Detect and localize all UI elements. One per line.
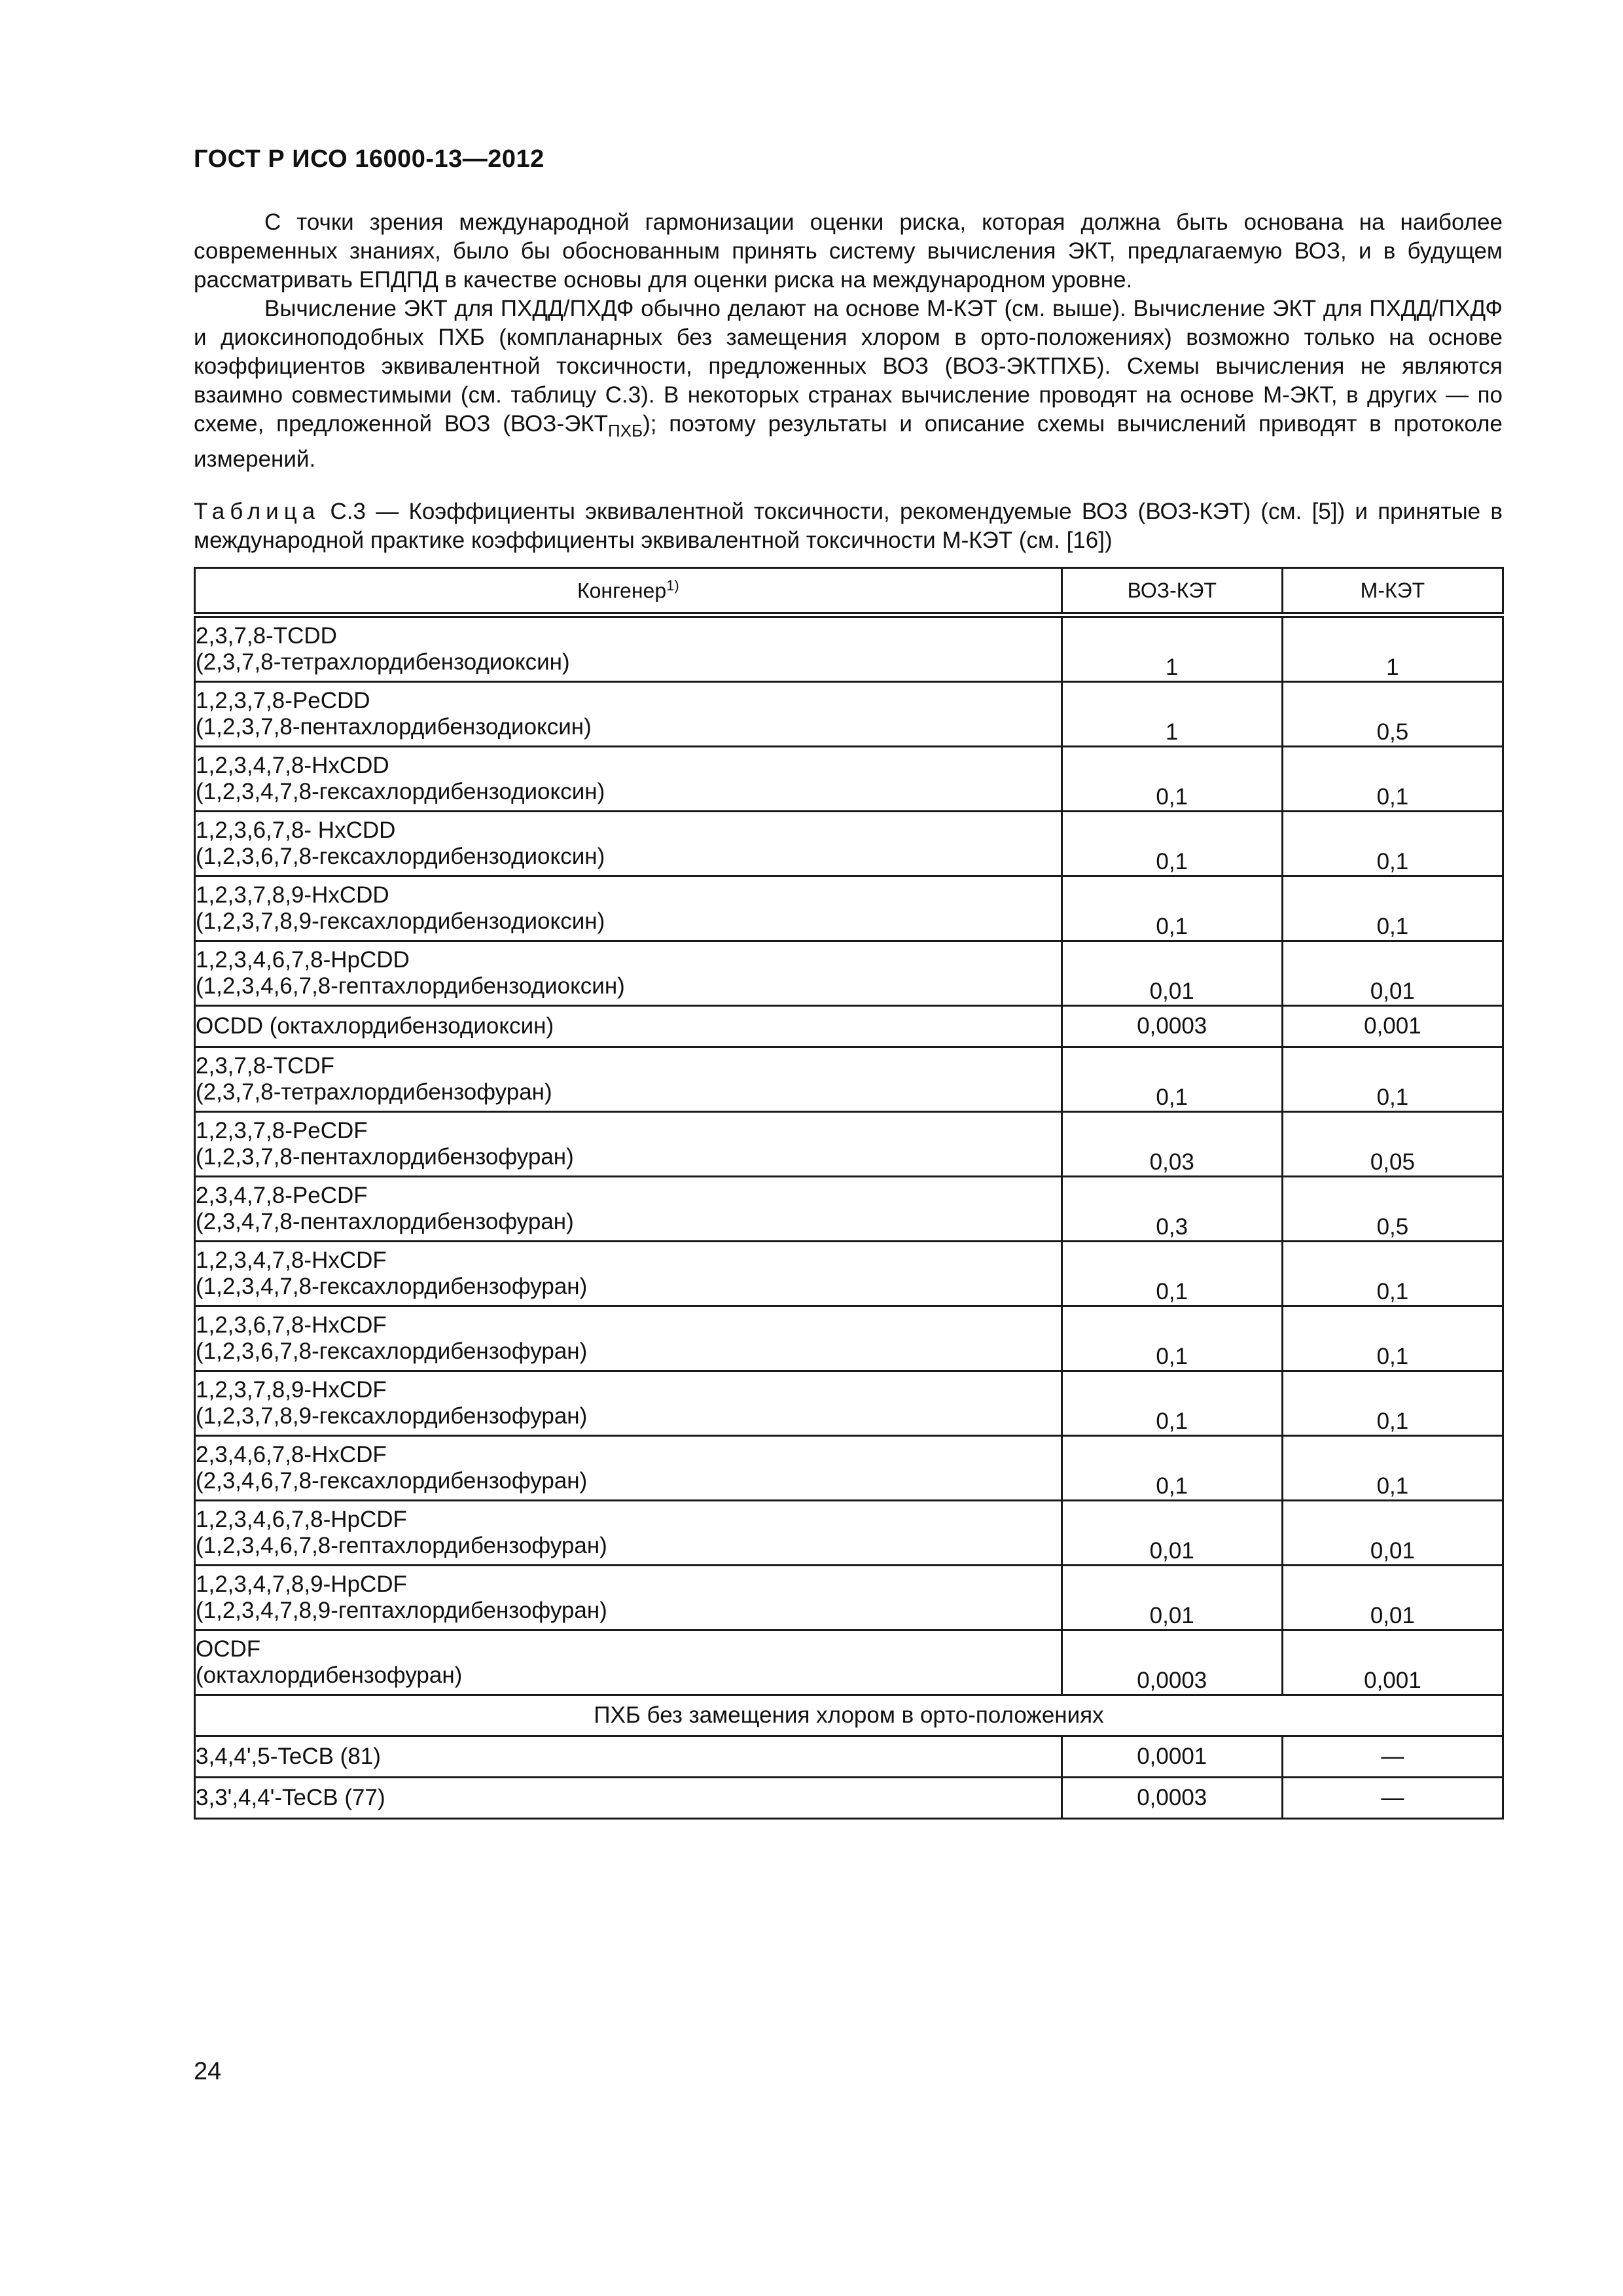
m-tef-value: 0,1 — [1282, 876, 1503, 941]
table-row — [195, 1242, 1503, 1306]
congener-code: 1,2,3,7,8,9-HxCDD — [196, 882, 389, 908]
m-tef-value: 0,1 — [1282, 1371, 1503, 1436]
who-tef-value: 0,1 — [1061, 747, 1282, 812]
congener-cell — [195, 1371, 1062, 1436]
congener-full-name: (1,2,3,6,7,8-гексахлордибензофуран) — [196, 1338, 588, 1364]
who-tef-value: 0,3 — [1061, 1177, 1282, 1242]
intro-p2-subscript: ПХБ — [608, 421, 643, 440]
intro-p2-end: ); поэтому результаты и описание схемы вычислений приводят в протоколе измерений. — [194, 411, 1503, 472]
congener-cell — [195, 1242, 1062, 1306]
table-row — [195, 1736, 1503, 1778]
header-m-tef: М-КЭТ — [1282, 568, 1503, 615]
congener-code: 2,3,4,7,8-PeCDF — [196, 1183, 368, 1208]
congener-cell — [195, 1006, 1062, 1047]
congener-full-name: (1,2,3,6,7,8-гексахлордибензодиоксин) — [196, 844, 605, 869]
table-caption — [194, 497, 1503, 555]
congener-cell — [195, 941, 1062, 1006]
section-heading: ПХБ без замещения хлором в орто-положениях — [195, 1695, 1503, 1736]
table-row — [195, 1177, 1503, 1242]
table-row — [195, 1566, 1503, 1630]
congener-full-name: (2,3,4,7,8-пентахлордибензофуран) — [196, 1209, 574, 1234]
m-tef-value: 0,05 — [1282, 1112, 1503, 1177]
m-tef-value: 0,001 — [1282, 1006, 1503, 1047]
m-tef-value: 0,1 — [1282, 1436, 1503, 1501]
congener-code: 1,2,3,4,7,8-HxCDF — [196, 1247, 387, 1273]
who-tef-value: 0,1 — [1061, 1047, 1282, 1112]
congener-cell — [195, 1566, 1062, 1630]
table-row — [195, 1501, 1503, 1566]
congener-full-name: (2,3,7,8-тетрахлордибензодиоксин) — [196, 649, 570, 675]
who-tef-value: 0,01 — [1061, 941, 1282, 1006]
who-tef-value: 0,03 — [1061, 1112, 1282, 1177]
congener-code: OCDF — [196, 1636, 261, 1662]
congener-full-name: (октахлордибензофуран) — [196, 1662, 463, 1688]
m-tef-value: 0,5 — [1282, 682, 1503, 747]
congener-code: 1,2,3,7,8,9-HxCDF — [196, 1377, 387, 1403]
congener-full-name: (1,2,3,4,7,8,9-гептахлордибензофуран) — [196, 1598, 607, 1623]
table-header-row — [195, 568, 1503, 615]
m-tef-value: 0,01 — [1282, 1566, 1503, 1630]
congener-full-name: (1,2,3,7,8-пентахлордибензодиоксин) — [196, 714, 592, 740]
table-row — [195, 876, 1503, 941]
m-tef-value: 0,01 — [1282, 941, 1503, 1006]
table-row — [195, 1371, 1503, 1436]
who-tef-value: 1 — [1061, 615, 1282, 682]
congener-code: OCDD (октахлордибензодиоксин) — [196, 1013, 554, 1039]
m-tef-value: 0,1 — [1282, 812, 1503, 876]
header-congener — [195, 568, 1062, 615]
who-tef-value: 0,01 — [1061, 1501, 1282, 1566]
table-row — [195, 1306, 1503, 1371]
intro-paragraph-1: С точки зрения международной гармонизации оценки риска, которая должна быть основана на наиболее современных знаниях, было бы обоснованным принять систему вычисления ЭКТ, предлагаемую ВОЗ, и в будущем рассматривать ЕПДПД в качестве основы для оценки риска на международном уровне. — [194, 209, 1503, 293]
congener-cell — [195, 747, 1062, 812]
congener-full-name: (1,2,3,4,7,8-гексахлордибензофуран) — [196, 1274, 588, 1299]
congener-code: 1,2,3,4,6,7,8-HpCDF — [196, 1507, 407, 1532]
intro-paragraph-2 — [194, 295, 1503, 474]
congener-full-name: (2,3,7,8-тетрахлордибензофуран) — [196, 1079, 552, 1105]
who-tef-value: 0,0001 — [1061, 1736, 1282, 1778]
congener-code: 1,2,3,7,8-PeCDD — [196, 688, 370, 713]
document-header: ГОСТ Р ИСО 16000-13—2012 — [194, 145, 544, 173]
table-row — [195, 1006, 1503, 1047]
congener-code: 1,2,3,4,7,8,9-HpCDF — [196, 1571, 407, 1597]
congener-code: 3,4,4',5-TeCB (81) — [196, 1744, 381, 1769]
toxicity-table — [194, 567, 1504, 1820]
congener-code: 1,2,3,6,7,8- HxCDD — [196, 817, 396, 843]
m-tef-value: — — [1282, 1736, 1503, 1778]
congener-cell — [195, 615, 1062, 682]
m-tef-value: — — [1282, 1778, 1503, 1819]
who-tef-value: 1 — [1061, 682, 1282, 747]
table-row — [195, 1436, 1503, 1501]
table-row — [195, 682, 1503, 747]
who-tef-value: 0,0003 — [1061, 1006, 1282, 1047]
congener-cell — [195, 682, 1062, 747]
table-row — [195, 812, 1503, 876]
m-tef-value: 0,1 — [1282, 1047, 1503, 1112]
table-section-row — [195, 1695, 1503, 1736]
who-tef-value: 0,1 — [1061, 1436, 1282, 1501]
header-congener-footnote: 1) — [666, 577, 679, 594]
congener-cell — [195, 1778, 1062, 1819]
table-row — [195, 1778, 1503, 1819]
m-tef-value: 0,01 — [1282, 1501, 1503, 1566]
table-row — [195, 747, 1503, 812]
congener-code: 2,3,4,6,7,8-HxCDF — [196, 1442, 387, 1467]
who-tef-value: 0,1 — [1061, 876, 1282, 941]
congener-cell — [195, 1112, 1062, 1177]
congener-code: 2,3,7,8-TCDF — [196, 1053, 334, 1079]
congener-cell — [195, 1436, 1062, 1501]
congener-full-name: (1,2,3,7,8-пентахлордибензофуран) — [196, 1144, 574, 1170]
m-tef-value: 0,001 — [1282, 1630, 1503, 1695]
congener-code: 2,3,7,8-TCDD — [196, 623, 337, 649]
congener-full-name: (1,2,3,4,6,7,8-гептахлордибензофуран) — [196, 1533, 607, 1558]
congener-full-name: (1,2,3,4,7,8-гексахлордибензодиоксин) — [196, 779, 605, 804]
congener-cell — [195, 1177, 1062, 1242]
congener-cell — [195, 1736, 1062, 1778]
table-row — [195, 1630, 1503, 1695]
congener-code: 3,3',4,4'-TeCB (77) — [196, 1785, 385, 1810]
m-tef-value: 1 — [1282, 615, 1503, 682]
congener-cell — [195, 1047, 1062, 1112]
table-caption-label: Таблица — [194, 499, 321, 524]
who-tef-value: 0,0003 — [1061, 1630, 1282, 1695]
page-number: 24 — [194, 2058, 222, 2085]
intro-p2-start: Вычисление ЭКТ для ПХДД/ПХДФ обычно делают на основе М-КЭТ (см. выше). Вычисление ЭКТ для ПХДД/ПХДФ и диоксиноподобных ПХБ (компланарных без замещения хлором в орто-положениях) возможно только на основе коэффициентов эквивалентной токсичности, предложенных ВОЗ (ВОЗ-ЭКТПХБ). Схемы вычисления не являются взаимно совместимыми (см. таблицу С.3). В некоторых странах вычисление проводят на основе М-ЭКТ, в других — по схеме, предложенной ВОЗ (ВОЗ-ЭКТ — [194, 296, 1503, 437]
congener-full-name: (1,2,3,7,8,9-гексахлордибензодиоксин) — [196, 908, 605, 934]
who-tef-value: 0,0003 — [1061, 1778, 1282, 1819]
table-row — [195, 615, 1503, 682]
congener-code: 1,2,3,6,7,8-HxCDF — [196, 1312, 387, 1338]
m-tef-value: 0,1 — [1282, 747, 1503, 812]
table-row — [195, 1112, 1503, 1177]
who-tef-value: 0,1 — [1061, 1242, 1282, 1306]
who-tef-value: 0,1 — [1061, 1371, 1282, 1436]
congener-full-name: (1,2,3,7,8,9-гексахлордибензофуран) — [196, 1403, 588, 1429]
congener-cell — [195, 812, 1062, 876]
congener-full-name: (2,3,4,6,7,8-гексахлордибензофуран) — [196, 1468, 588, 1494]
congener-cell — [195, 1630, 1062, 1695]
table-row — [195, 1047, 1503, 1112]
congener-code: 1,2,3,4,6,7,8-HpCDD — [196, 947, 410, 973]
congener-full-name: (1,2,3,4,6,7,8-гептахлордибензодиоксин) — [196, 973, 625, 999]
intro-text — [194, 208, 1503, 474]
congener-cell — [195, 1306, 1062, 1371]
table-caption-text: С.3 — Коэффициенты эквивалентной токсичности, рекомендуемые ВОЗ (ВОЗ-КЭТ) (см. [5]) и принятые в международной практике коэффициенты эквивалентной токсичности М-КЭТ (см. [16]) — [194, 499, 1503, 553]
header-who-tef: ВОЗ-КЭТ — [1061, 568, 1282, 615]
who-tef-value: 0,1 — [1061, 1306, 1282, 1371]
congener-code: 1,2,3,4,7,8-HxCDD — [196, 753, 389, 778]
congener-cell — [195, 1501, 1062, 1566]
m-tef-value: 0,1 — [1282, 1242, 1503, 1306]
who-tef-value: 0,1 — [1061, 812, 1282, 876]
m-tef-value: 0,5 — [1282, 1177, 1503, 1242]
congener-cell — [195, 876, 1062, 941]
congener-code: 1,2,3,7,8-PeCDF — [196, 1118, 368, 1143]
table-row — [195, 941, 1503, 1006]
m-tef-value: 0,1 — [1282, 1306, 1503, 1371]
who-tef-value: 0,01 — [1061, 1566, 1282, 1630]
header-congener-label: Конгенер — [577, 579, 667, 603]
